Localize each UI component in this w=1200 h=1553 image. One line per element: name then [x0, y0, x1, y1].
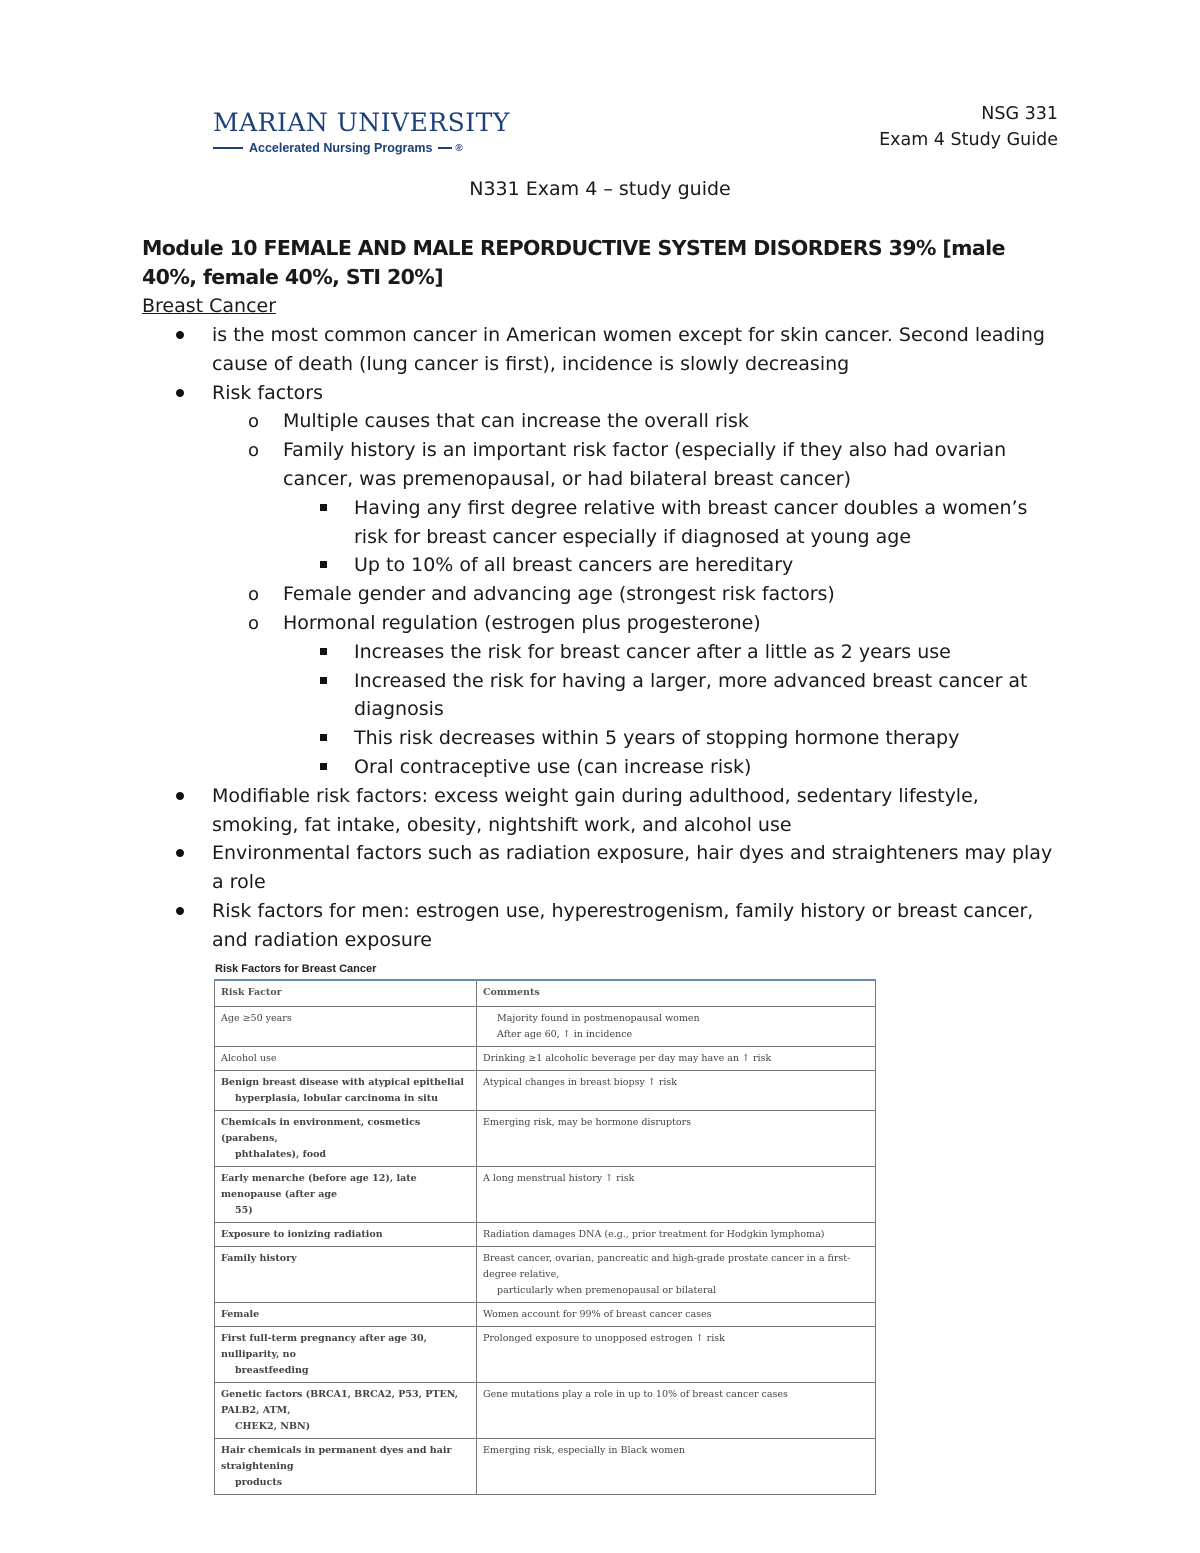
risk-factor-figure: [214, 963, 876, 1495]
table-row: [215, 1071, 876, 1111]
sub-list-item: [212, 436, 1062, 580]
risk-factor-cell: [215, 1383, 477, 1439]
sub-list-item: o Multiple causes that can increase the overall risk: [212, 407, 1062, 436]
risk-factor-cell: Female: [215, 1303, 477, 1327]
table-row: [215, 1247, 876, 1303]
nested-list: [283, 638, 1062, 782]
nested-list-item: Oral contraceptive use (can increase risk): [283, 753, 1062, 782]
module-heading: Module 10 FEMALE AND MALE REPORDUCTIVE SYSTEM DISORDERS 39% [male 40%, female 40%, STI 20%]: [142, 236, 1005, 289]
sub-list-item: [212, 609, 1062, 782]
university-logo: [213, 108, 510, 155]
risk-factor-table: [214, 979, 876, 1495]
comment-cell: Gene mutations play a role in up to 10% of breast cancer cases: [477, 1383, 876, 1439]
factor-line: breastfeeding: [235, 1365, 309, 1376]
table-row: [215, 1007, 876, 1047]
table-row: [215, 1223, 876, 1247]
comment-line: Majority found in postmenopausal women: [497, 1013, 700, 1024]
list-item: [142, 379, 1062, 782]
factor-line: hyperplasia, lobular carcinoma in situ: [235, 1093, 438, 1104]
factor-line: 55): [235, 1205, 253, 1216]
list-item-text: Risk factors: [212, 381, 323, 404]
comment-line: After age 60, ↑ in incidence: [497, 1029, 633, 1040]
factor-line: Hair chemicals in permanent dyes and hair straightening: [221, 1445, 452, 1472]
list-item: is the most common cancer in American women except for skin cancer. Second leading cause of death (lung cancer is first), incidence is slowly decreasing: [142, 321, 1062, 379]
comment-cell: [477, 1007, 876, 1047]
risk-factor-cell: Alcohol use: [215, 1047, 477, 1071]
risk-factor-cell: Age ≥50 years: [215, 1007, 477, 1047]
sub-list-item-text: Hormonal regulation (estrogen plus progesterone): [283, 611, 761, 634]
header-right: [879, 101, 1058, 153]
sub-list-item-text: Family history is an important risk factor (especially if they also had ovarian cancer, was premenopausal, or had bilateral breast cancer): [283, 439, 1007, 490]
comment-cell: Drinking ≥1 alcoholic beverage per day may have an ↑ risk: [477, 1047, 876, 1071]
logo-mark: ®: [455, 142, 463, 154]
logo-subtitle: Accelerated Nursing Programs: [249, 141, 433, 155]
risk-factor-cell: [215, 1167, 477, 1223]
document-title: N331 Exam 4 – study guide: [469, 178, 731, 200]
nested-list-item: Up to 10% of all breast cancers are hereditary: [283, 551, 1062, 580]
table-row: [215, 1303, 876, 1327]
course-code: NSG 331: [981, 104, 1058, 124]
risk-factor-cell: Exposure to ionizing radiation: [215, 1223, 477, 1247]
comment-cell: Prolonged exposure to unopposed estrogen ↑ risk: [477, 1327, 876, 1383]
table-row: [215, 1047, 876, 1071]
comment-cell: Emerging risk, especially in Black women: [477, 1439, 876, 1495]
guide-name: Exam 4 Study Guide: [879, 130, 1058, 150]
table-row: [215, 1167, 876, 1223]
bullet-list: [142, 321, 1062, 955]
logo-rule-right: [438, 147, 452, 149]
factor-line: CHEK2, NBN): [235, 1421, 311, 1432]
logo-rule-left: [213, 147, 243, 149]
sub-list: [212, 407, 1062, 781]
list-item: Environmental factors such as radiation exposure, hair dyes and straighteners may play a role: [142, 839, 1062, 897]
sub-list-item: o Female gender and advancing age (strongest risk factors): [212, 580, 1062, 609]
nested-list-item: This risk decreases within 5 years of stopping hormone therapy: [283, 724, 1062, 753]
nested-list-item: Increased the risk for having a larger, more advanced breast cancer at diagnosis: [283, 667, 1062, 725]
table-row: [215, 1327, 876, 1383]
document-body: [142, 234, 1062, 955]
list-item: Risk factors for men: estrogen use, hyperestrogenism, family history or breast cancer, and radiation exposure: [142, 897, 1062, 955]
risk-factor-cell: Family history: [215, 1247, 477, 1303]
nested-list-item: Having any first degree relative with breast cancer doubles a women’s risk for breast cancer especially if diagnosed at young age: [283, 494, 1062, 552]
nested-list: [283, 494, 1062, 580]
column-header: Risk Factor: [215, 980, 477, 1007]
risk-factor-cell: [215, 1327, 477, 1383]
comment-cell: Emerging risk, may be hormone disruptors: [477, 1111, 876, 1167]
comment-line: Breast cancer, ovarian, pancreatic and high-grade prostate cancer in a first-degree relative,: [483, 1253, 851, 1280]
factor-line: First full-term pregnancy after age 30, nulliparity, no: [221, 1333, 427, 1360]
nested-list-item: Increases the risk for breast cancer after a little as 2 years use: [283, 638, 1062, 667]
risk-factor-cell: [215, 1071, 477, 1111]
comment-cell: Atypical changes in breast biopsy ↑ risk: [477, 1071, 876, 1111]
risk-factor-cell: [215, 1111, 477, 1167]
topic-heading: Breast Cancer: [142, 295, 277, 317]
comment-cell: A long menstrual history ↑ risk: [477, 1167, 876, 1223]
comment-cell: [477, 1247, 876, 1303]
risk-factor-cell: [215, 1439, 477, 1495]
factor-line: phthalates), food: [235, 1149, 327, 1160]
comment-line: particularly when premenopausal or bilateral: [497, 1285, 717, 1296]
factor-line: products: [235, 1477, 283, 1488]
comment-cell: Radiation damages DNA (e.g., prior treatment for Hodgkin lymphoma): [477, 1223, 876, 1247]
comment-cell: Women account for 99% of breast cancer cases: [477, 1303, 876, 1327]
table-row: [215, 1111, 876, 1167]
table-title: Risk Factors for Breast Cancer: [215, 963, 377, 975]
table-header-row: [215, 980, 876, 1007]
logo-title: MARIAN UNIVERSITY: [213, 108, 510, 137]
list-item: Modifiable risk factors: excess weight gain during adulthood, sedentary lifestyle, smoking, fat intake, obesity, nightshift work, and alcohol use: [142, 782, 1062, 840]
factor-line: Genetic factors (BRCA1, BRCA2, P53, PTEN, PALB2, ATM,: [221, 1389, 459, 1416]
table-row: [215, 1439, 876, 1495]
factor-line: Benign breast disease with atypical epithelial: [221, 1077, 465, 1088]
column-header: Comments: [477, 980, 876, 1007]
table-row: [215, 1383, 876, 1439]
factor-line: Early menarche (before age 12), late menopause (after age: [221, 1173, 417, 1200]
factor-line: Chemicals in environment, cosmetics (parabens,: [221, 1117, 421, 1144]
logo-subtitle-row: [213, 141, 483, 155]
